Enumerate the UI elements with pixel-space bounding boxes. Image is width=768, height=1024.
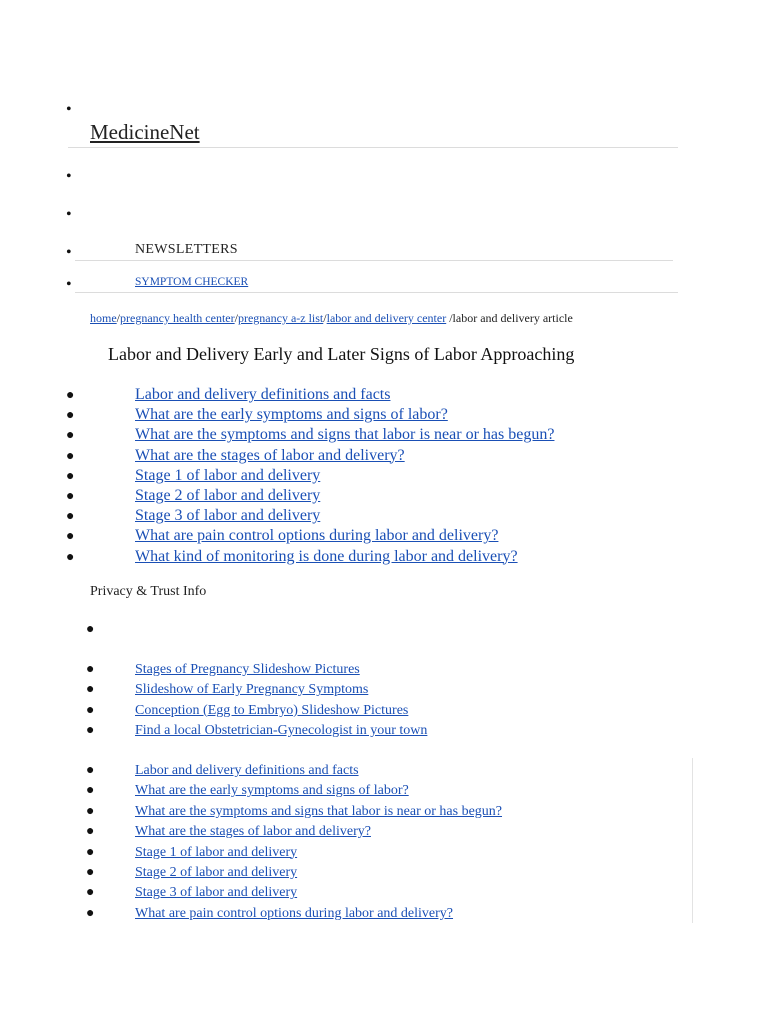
toc-item xyxy=(86,802,503,822)
toc-link[interactable]: What are the symptoms and signs that labor is near or has begun? xyxy=(135,426,555,444)
toc-item xyxy=(66,385,554,405)
list-bullet: ● xyxy=(86,622,95,637)
toc-link[interactable]: Stage 2 of labor and delivery xyxy=(135,864,298,880)
toc-link[interactable]: What are the early symptoms and signs of labor? xyxy=(135,406,448,424)
bullet-icon: ● xyxy=(86,662,95,677)
toc-item xyxy=(86,863,502,883)
toc-item xyxy=(86,781,502,801)
toc-item xyxy=(66,425,555,445)
related-item xyxy=(86,660,427,680)
divider xyxy=(75,260,673,261)
related-link[interactable]: Stages of Pregnancy Slideshow Pictures xyxy=(135,662,360,677)
bullet-icon: ● xyxy=(86,824,95,840)
bullet-icon: ● xyxy=(86,723,95,739)
bullet-icon: ● xyxy=(66,468,75,484)
toc-item xyxy=(86,761,502,781)
related-item xyxy=(86,701,427,721)
toc-link[interactable]: What are the early symptoms and signs of labor? xyxy=(135,783,409,799)
bullet-icon: ● xyxy=(66,388,75,403)
privacy-trust-info[interactable]: Privacy & Trust Info xyxy=(90,584,207,599)
bullet-icon: ● xyxy=(66,529,75,545)
bullet-icon: ● xyxy=(86,682,95,698)
toc-link[interactable]: Labor and delivery definitions and facts xyxy=(135,763,359,778)
toc-link[interactable]: Stage 2 of labor and delivery xyxy=(135,486,321,504)
related-link[interactable]: Slideshow of Early Pregnancy Symptoms xyxy=(135,682,369,698)
vertical-divider xyxy=(692,758,693,923)
toc-link[interactable]: Stage 3 of labor and delivery xyxy=(135,507,321,525)
bullet-icon: ● xyxy=(86,702,95,718)
bullet-icon: ● xyxy=(86,905,95,921)
toc-link[interactable]: What are pain control options during labor and delivery? xyxy=(135,905,454,921)
toc-link[interactable]: Stage 1 of labor and delivery xyxy=(135,466,321,484)
toc-item xyxy=(66,446,554,466)
related-link[interactable]: Find a local Obstetrician-Gynecologist in your town xyxy=(135,723,428,739)
nav-bullet: • xyxy=(66,276,72,293)
divider xyxy=(75,292,678,293)
breadcrumb-current: /labor and delivery article xyxy=(449,311,573,325)
newsletters-nav-item[interactable]: NEWSLETTERS xyxy=(135,242,238,257)
nav-bullet: • xyxy=(66,206,72,223)
toc-link[interactable]: What are the symptoms and signs that labor is near or has begun? xyxy=(135,803,503,819)
toc-item xyxy=(66,526,554,546)
related-item xyxy=(86,721,428,741)
toc-item xyxy=(66,405,554,425)
bullet-icon: ● xyxy=(66,428,75,444)
toc-link[interactable]: Stage 1 of labor and delivery xyxy=(135,844,298,860)
toc-link[interactable]: Labor and delivery definitions and facts xyxy=(135,386,391,403)
breadcrumb-labor-delivery-center-link[interactable]: labor and delivery center xyxy=(326,311,447,325)
nav-bullet: • xyxy=(66,244,72,261)
divider xyxy=(68,147,678,148)
toc-item xyxy=(86,843,502,863)
breadcrumb-home-link[interactable]: home xyxy=(90,311,117,325)
nav-bullet: • xyxy=(66,168,72,185)
related-item xyxy=(86,680,427,700)
bullet-icon: ● xyxy=(86,885,95,901)
bullet-icon: ● xyxy=(86,803,95,819)
toc-link[interactable]: What are the stages of labor and delivery? xyxy=(135,824,371,840)
breadcrumb xyxy=(90,311,573,326)
breadcrumb-pregnancy-health-center-link[interactable]: pregnancy health center xyxy=(120,311,235,325)
medicinenet-logo-link[interactable]: MedicineNet xyxy=(90,120,200,144)
related-link[interactable]: Conception (Egg to Embryo) Slideshow Pictures xyxy=(135,702,409,718)
breadcrumb-separator: / xyxy=(234,311,238,325)
toc-link[interactable]: What are the stages of labor and delivery? xyxy=(135,446,405,464)
bullet-icon: ● xyxy=(66,448,75,464)
toc-link[interactable]: What kind of monitoring is done during labor and delivery? xyxy=(135,547,518,565)
bullet-icon: ● xyxy=(86,844,95,860)
bullet-icon: ● xyxy=(66,549,75,565)
breadcrumb-separator: / xyxy=(323,311,327,325)
bullet-icon: ● xyxy=(66,488,75,504)
symptom-checker-link[interactable]: SYMPTOM CHECKER xyxy=(135,276,249,288)
related-links xyxy=(86,660,428,742)
bullet-icon: ● xyxy=(66,408,75,424)
toc-item xyxy=(66,486,554,506)
toc-item xyxy=(66,506,554,526)
secondary-toc xyxy=(86,761,503,924)
toc-item xyxy=(86,822,502,842)
toc-link[interactable]: What are pain control options during labor and delivery? xyxy=(135,527,499,545)
nav-bullet: • xyxy=(66,101,72,118)
bullet-icon: ● xyxy=(86,864,95,880)
bullet-icon: ● xyxy=(66,509,75,525)
breadcrumb-pregnancy-az-list-link[interactable]: pregnancy a-z list xyxy=(237,311,324,325)
toc-item xyxy=(66,547,554,567)
toc-item xyxy=(66,466,554,486)
bullet-icon: ● xyxy=(86,763,95,778)
article-toc xyxy=(66,385,555,567)
toc-item xyxy=(86,904,502,924)
toc-item xyxy=(86,883,502,903)
page-title: Labor and Delivery Early and Later Signs of Labor Approaching xyxy=(108,344,575,364)
toc-link[interactable]: Stage 3 of labor and delivery xyxy=(135,885,298,901)
bullet-icon: ● xyxy=(86,783,95,799)
breadcrumb-separator: / xyxy=(116,311,121,325)
